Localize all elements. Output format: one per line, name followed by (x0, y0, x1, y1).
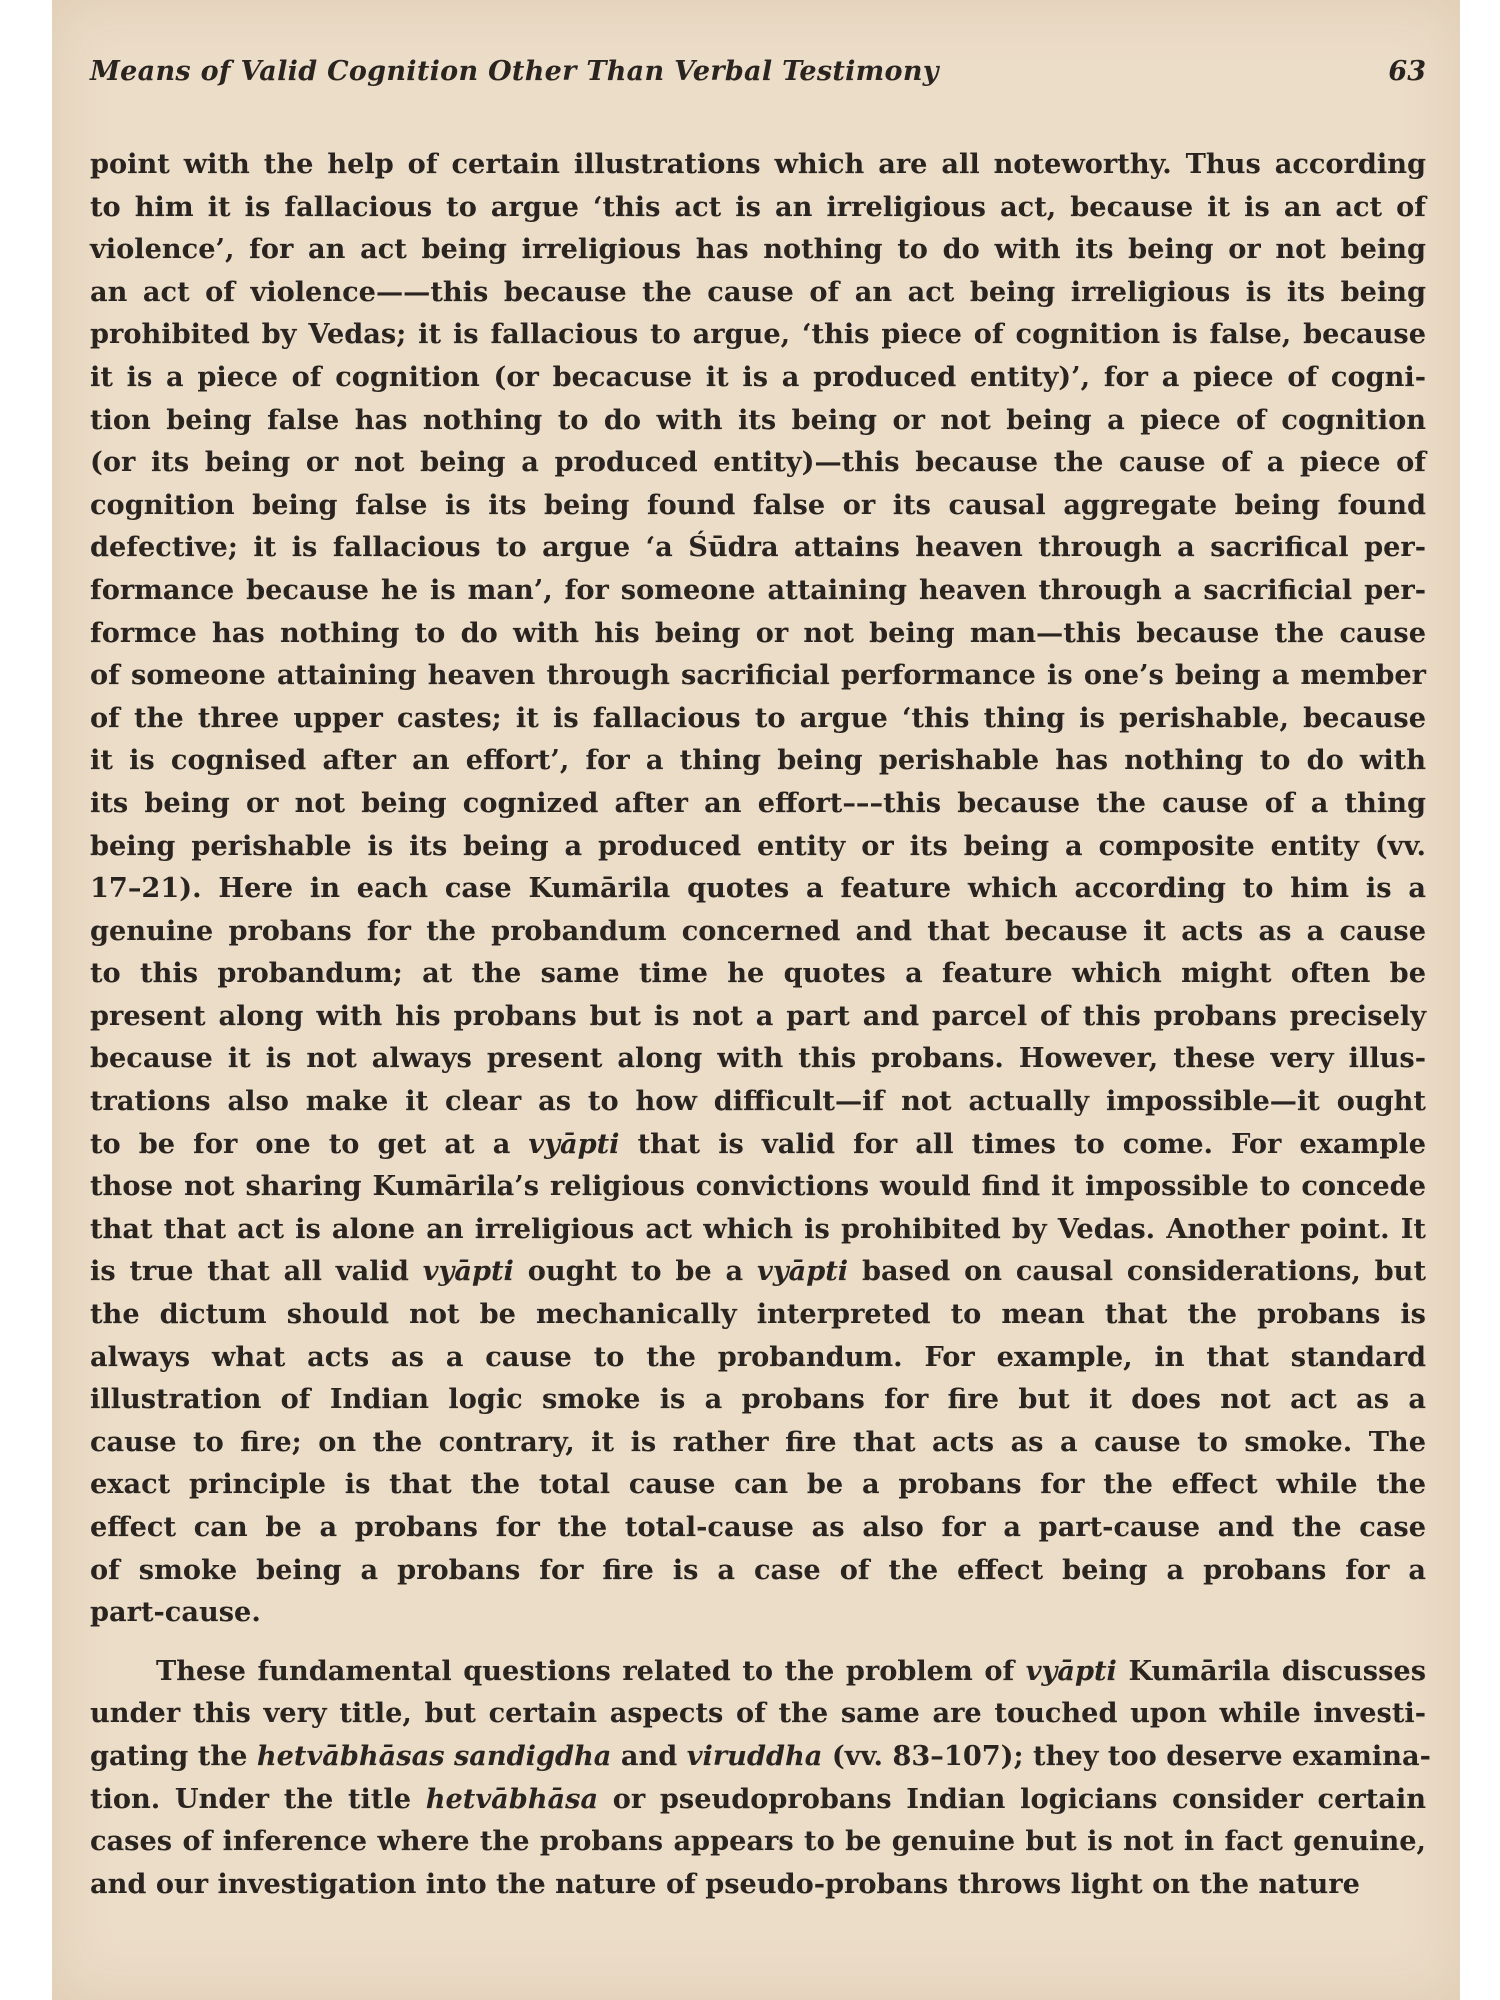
text-line: genuine probans for the probandum concerned and that because it acts as a cause (90, 914, 1426, 947)
body-text (90, 143, 1431, 1905)
text-line: that that act is alone an irreligious act which is prohibited by Vedas. Another point. It (90, 1212, 1426, 1245)
text-line: formance because he is man’, for someone attaining heaven through a sacrificial per- (90, 573, 1426, 606)
text-line: These fundamental questions related to the problem of vyāpti Kumārila discusses (156, 1654, 1427, 1687)
text-line: always what acts as a cause to the probandum. For example, in that standard (90, 1340, 1426, 1373)
page-number: 63 (1388, 56, 1426, 87)
text-line: cause to fire; on the contrary, it is rather fire that acts as a cause to smoke. The (90, 1425, 1426, 1458)
text-line: the dictum should not be mechanically interpreted to mean that the probans is (90, 1298, 1426, 1331)
book-page (52, 0, 1460, 2000)
text-line: to this probandum; at the same time he quotes a feature which might often be (90, 957, 1426, 990)
text-line: illustration of Indian logic smoke is a probans for fire but it does not act as a (90, 1383, 1426, 1416)
text-line: tion. Under the title hetvābhāsa or pseudoprobans Indian logicians consider certain (90, 1782, 1426, 1815)
text-line: is true that all valid vyāpti ought to be a vyāpti based on causal considerations, but (90, 1255, 1427, 1288)
paragraph-gap (90, 1634, 1426, 1650)
text-line: violence’, for an act being irreligious has nothing to do with its being or not being (90, 233, 1426, 266)
text-line: an act of violence——this because the cause of an act being irreligious is its being (90, 275, 1426, 308)
text-line: under this very title, but certain aspects of the same are touched upon while investi- (90, 1697, 1426, 1730)
paragraph (90, 1650, 1431, 1906)
text-line: formce has nothing to do with his being or not being man—this because the cause (90, 616, 1426, 649)
running-head (90, 56, 1426, 96)
text-line: cognition being false is its being found false or its causal aggregate being found (90, 488, 1426, 521)
text-line: part-cause. (90, 1596, 261, 1629)
text-line: tion being false has nothing to do with its being or not being a piece of cognition (90, 403, 1426, 436)
text-line: of smoke being a probans for fire is a case of the effect being a probans for a (90, 1553, 1426, 1586)
text-line: to be for one to get at a vyāpti that is valid for all times to come. For example (90, 1127, 1426, 1160)
text-line: prohibited by Vedas; it is fallacious to argue, ‘this piece of cognition is false, because (90, 318, 1426, 351)
text-line: to him it is fallacious to argue ‘this act is an irreligious act, because it is an act of (90, 190, 1426, 223)
text-line: of the three upper castes; it is fallacious to argue ‘this thing is perishable, because (90, 701, 1426, 734)
text-line: those not sharing Kumārila’s religious convictions would find it impossible to concede (90, 1170, 1426, 1203)
paragraph (90, 143, 1426, 1634)
text-line: cases of inference where the probans appears to be genuine but is not in fact genuine, (90, 1825, 1426, 1858)
text-line: and our investigation into the nature of pseudo-probans throws light on the nature (90, 1867, 1360, 1900)
text-line: exact principle is that the total cause can be a probans for the effect while the (90, 1468, 1426, 1501)
text-line: gating the hetvābhāsas sandigdha and viruddha (vv. 83–107); they too deserve examina- (90, 1739, 1431, 1772)
text-line: point with the help of certain illustrations which are all noteworthy. Thus according (90, 148, 1426, 180)
text-line: effect can be a probans for the total-cause as also for a part-cause and the case (90, 1511, 1426, 1543)
running-title: Means of Valid Cognition Other Than Verbal Testimony (90, 56, 939, 87)
text-line: being perishable is its being a produced entity or its being a composite entity (vv. (90, 829, 1426, 862)
text-line: 17–21). Here in each case Kumārila quotes a feature which according to him is a (90, 872, 1426, 905)
text-line: defective; it is fallacious to argue ‘a Śūdra attains heaven through a sacrifical per- (90, 531, 1426, 564)
text-line: it is cognised after an effort’, for a thing being perishable has nothing to do with (90, 744, 1426, 777)
text-line: it is a piece of cognition (or becacuse it is a produced entity)’, for a piece of cogni- (90, 360, 1426, 393)
text-line: (or its being or not being a produced entity)—this because the cause of a piece of (90, 446, 1426, 479)
text-line: because it is not always present along with this probans. However, these very illus- (90, 1042, 1426, 1075)
text-line: trations also make it clear as to how difficult—if not actually impossible—it ought (90, 1085, 1426, 1118)
text-line: of someone attaining heaven through sacrificial performance is one’s being a member (90, 659, 1426, 692)
text-line: present along with his probans but is not a part and parcel of this probans precisely (90, 999, 1426, 1032)
text-line: its being or not being cognized after an effort–––this because the cause of a thing (90, 786, 1426, 819)
